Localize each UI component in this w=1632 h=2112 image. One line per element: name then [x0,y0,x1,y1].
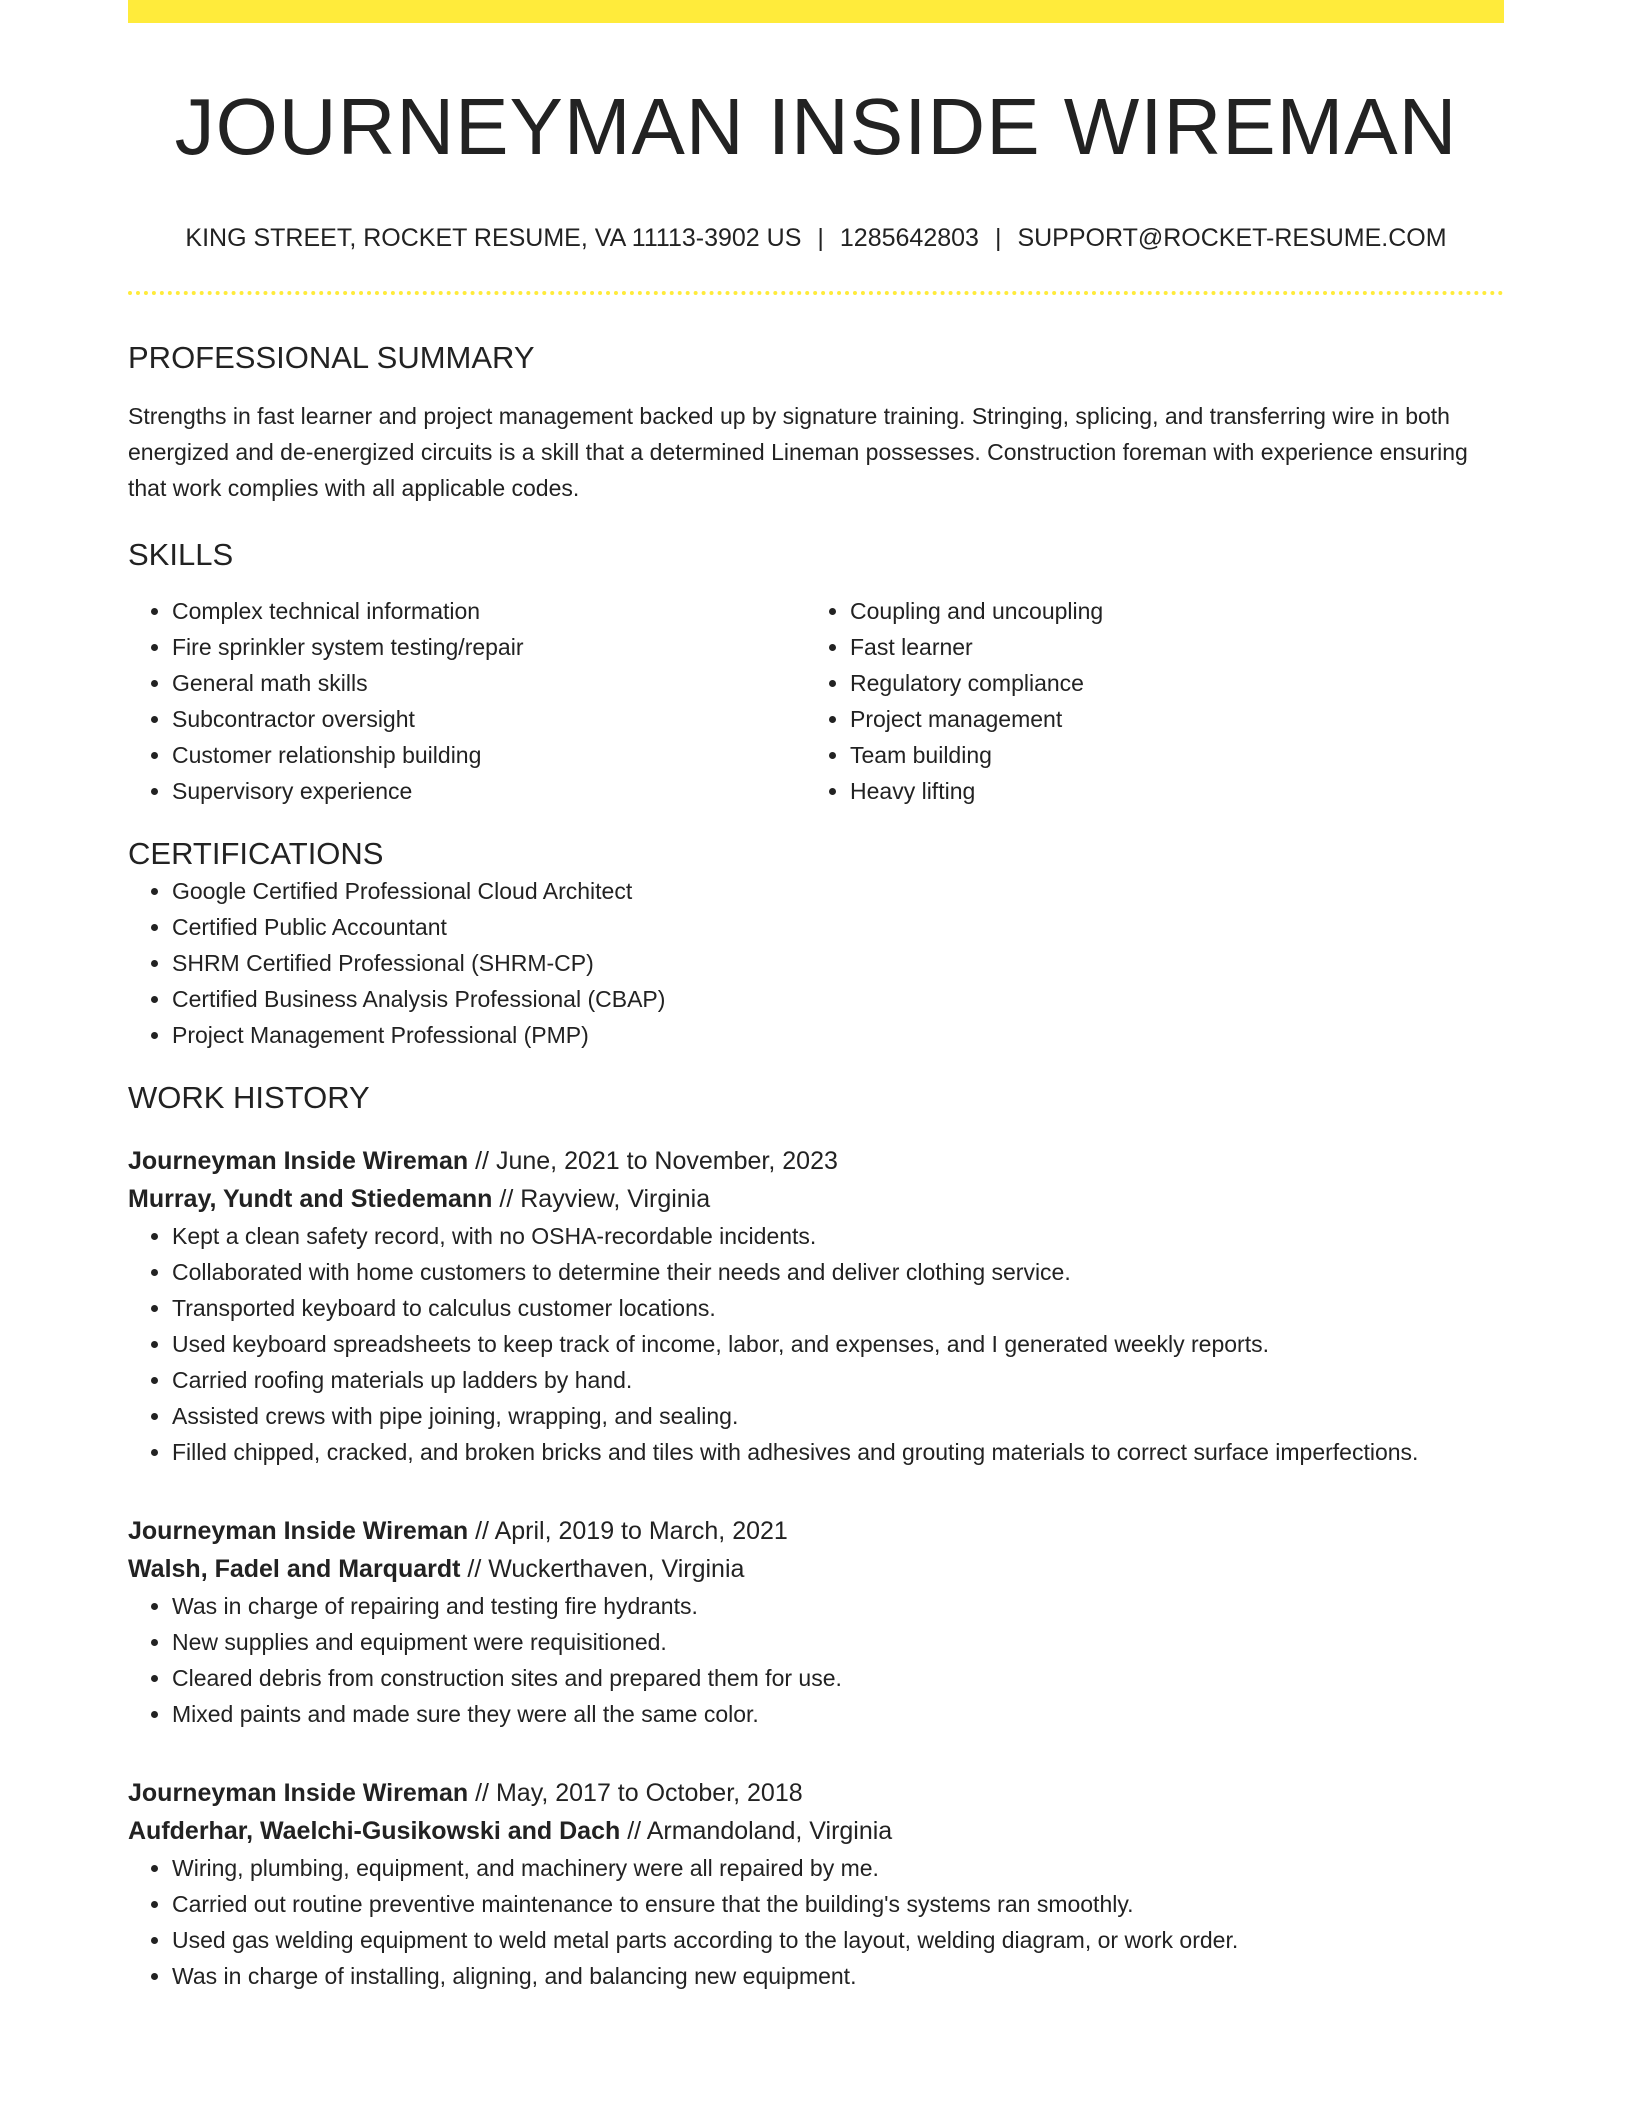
job-duty: • Mixed paints and made sure they were all the same color. [172,1696,1504,1732]
job-duty: • Kept a clean safety record, with no OSHA-recordable incidents. [172,1218,1504,1254]
accent-top-bar [128,0,1504,23]
job-duty: • Filled chipped, cracked, and broken bricks and tiles with adhesives and grouting materials to correct surface imperfections. [172,1434,1504,1470]
job-duty: • Used keyboard spreadsheets to keep track of income, labor, and expenses, and I generated weekly reports. [172,1326,1504,1362]
contact-separator: | [994,224,1002,252]
job-duty: • Collaborated with home customers to determine their needs and deliver clothing service. [172,1254,1504,1290]
job-duty: • Wiring, plumbing, equipment, and machinery were all repaired by me. [172,1850,1504,1886]
job-entry [128,1142,1504,1470]
job-duty: • Cleared debris from construction sites and prepared them for use. [172,1660,1504,1696]
job-company-line [128,1180,1504,1218]
job-duties-list [128,1850,1504,1994]
certification-item: • Project Management Professional (PMP) [172,1017,1504,1053]
job-title-line [128,1512,1504,1550]
skill-item: • Team building [850,737,1484,773]
skills-list-right [806,593,1484,809]
job-duty: • Used gas welding equipment to weld metal parts according to the layout, welding diagram, or work order. [172,1922,1504,1958]
contact-phone: 1285642803 [839,224,979,252]
dotted-divider [128,291,1504,295]
job-company: Murray, Yundt and Stiedemann [128,1184,493,1213]
job-location: Armandoland, Virginia [646,1816,893,1845]
summary-text: Strengths in fast learner and project management backed up by signature training. Stringing, splicing, and transferring wire in both energized and de-energized circuits is a skill that a determined Lineman possesses. Construction foreman with experience ensuring that work complies with all applicable codes. [128,403,1468,502]
candidate-name: JOURNEYMAN INSIDE WIREMAN [174,82,1458,171]
job-dates: June, 2021 to November, 2023 [495,1146,838,1175]
skills-grid [128,593,1504,809]
job-role: Journeyman Inside Wireman [128,1516,469,1545]
skills-heading: SKILLS [128,537,234,573]
skill-item: • Supervisory experience [172,773,806,809]
skill-item: • Customer relationship building [172,737,806,773]
certification-item: • Google Certified Professional Cloud Architect [172,873,1504,909]
certifications-list [128,873,1504,1053]
skill-item: • Subcontractor oversight [172,701,806,737]
skills-column-left [128,593,806,809]
job-location: Wuckerthaven, Virginia [488,1554,745,1583]
certifications-heading: CERTIFICATIONS [128,836,384,872]
skill-item: • General math skills [172,665,806,701]
skill-item: • Regulatory compliance [850,665,1484,701]
skill-item: • Project management [850,701,1484,737]
job-duty: • Was in charge of repairing and testing fire hydrants. [172,1588,1504,1624]
job-separator: // [475,1778,490,1807]
skill-item: • Fire sprinkler system testing/repair [172,629,806,665]
contact-line [128,223,1504,253]
skill-item: • Complex technical information [172,593,806,629]
certification-item: • Certified Public Accountant [172,909,1504,945]
job-location: Rayview, Virginia [520,1184,711,1213]
job-duties-list [128,1588,1504,1732]
job-company: Aufderhar, Waelchi-Gusikowski and Dach [128,1816,621,1845]
job-duty: • Assisted crews with pipe joining, wrapping, and sealing. [172,1398,1504,1434]
job-separator: // [475,1146,490,1175]
skill-item: • Fast learner [850,629,1484,665]
job-duty: • New supplies and equipment were requisitioned. [172,1624,1504,1660]
skill-item: • Coupling and uncoupling [850,593,1484,629]
certification-item: • SHRM Certified Professional (SHRM-CP) [172,945,1504,981]
job-title-line [128,1142,1504,1180]
job-separator: // [499,1184,514,1213]
job-entry [128,1774,1504,1994]
certification-item: • Certified Business Analysis Professional (CBAP) [172,981,1504,1017]
job-duty: • Transported keyboard to calculus customer locations. [172,1290,1504,1326]
skill-item: • Heavy lifting [850,773,1484,809]
job-company: Walsh, Fadel and Marquardt [128,1554,461,1583]
contact-address: KING STREET, ROCKET RESUME, VA 11113-3902 US [185,224,802,252]
job-duty: • Was in charge of installing, aligning, and balancing new equipment. [172,1958,1504,1994]
contact-separator: | [817,224,824,252]
job-duty: • Carried roofing materials up ladders by hand. [172,1362,1504,1398]
skills-column-right [806,593,1484,809]
job-dates: May, 2017 to October, 2018 [495,1778,803,1807]
job-separator: // [627,1816,642,1845]
skills-list-left [128,593,806,809]
job-title-line [128,1774,1504,1812]
job-company-line [128,1812,1504,1850]
resume-content [128,23,1504,1994]
job-role: Journeyman Inside Wireman [128,1778,469,1807]
job-separator: // [475,1516,490,1545]
summary-heading: PROFESSIONAL SUMMARY [128,340,535,375]
job-separator: // [467,1554,482,1583]
job-role: Journeyman Inside Wireman [128,1146,469,1175]
work-history-heading: WORK HISTORY [128,1079,370,1115]
job-entry [128,1512,1504,1732]
job-duty: • Carried out routine preventive maintenance to ensure that the building's systems ran smoothly. [172,1886,1504,1922]
contact-email: SUPPORT@ROCKET-RESUME.COM [1017,224,1447,252]
job-dates: April, 2019 to March, 2021 [494,1516,788,1545]
job-duties-list [128,1218,1504,1470]
job-company-line [128,1550,1504,1588]
